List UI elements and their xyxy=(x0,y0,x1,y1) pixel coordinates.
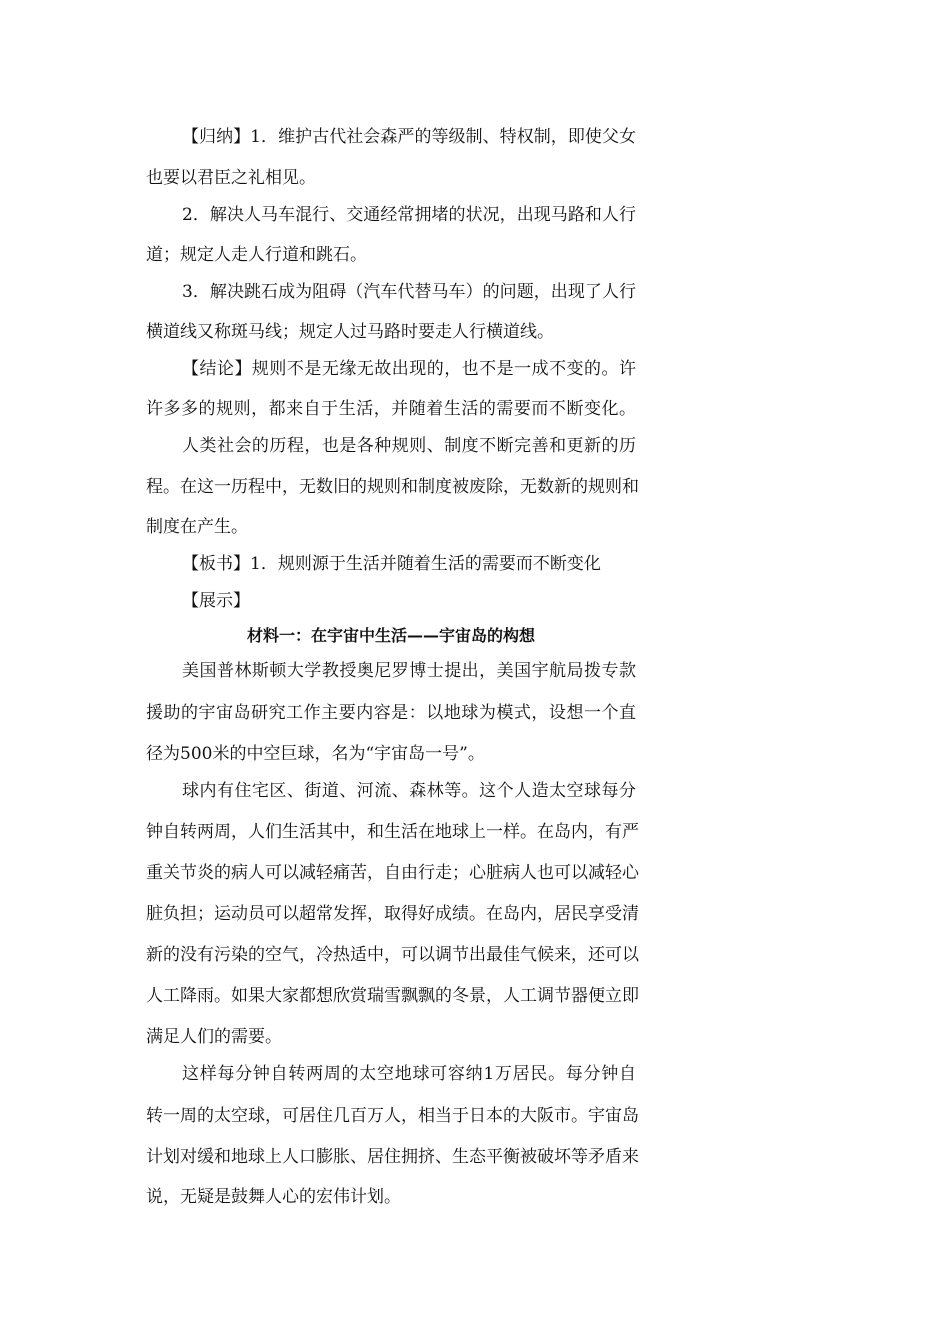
summary-point-1-cont: 也要以君臣之礼相见。 xyxy=(146,168,316,188)
material-paragraph-2-cont-3: 脏负担；运动员可以超常发挥，取得好成绩。在岛内，居民享受清 xyxy=(146,904,639,924)
conclusion-paragraph-cont: 许多多的规则，都来自于生活，并随着生活的需要而不断变化。 xyxy=(146,399,636,419)
summary-point-2-cont: 道；规定人走人行道和跳石。 xyxy=(146,245,367,265)
material-paragraph-1: 美国普林斯顿大学教授奥尼罗博士提出，美国宇航局拨专款 xyxy=(182,661,636,681)
board-notes: 【板书】1．规则源于生活并随着生活的需要而不断变化 xyxy=(182,554,601,574)
conclusion-paragraph: 【结论】规则不是无缘无故出现的，也不是一成不变的。许 xyxy=(182,359,636,379)
summary-point-3: 3．解决跳石成为阻碍（汽车代替马车）的问题，出现了人行 xyxy=(182,282,636,302)
material-paragraph-2-cont-5: 人工降雨。如果大家都想欣赏瑞雪飘飘的冬景，人工调节器便立即 xyxy=(146,986,639,1006)
summary-point-1: 【归纳】1．维护古代社会森严的等级制、特权制，即使父女 xyxy=(182,127,636,147)
material-paragraph-2-cont-4: 新的没有污染的空气，冷热适中，可以调节出最佳气候来，还可以 xyxy=(146,945,639,965)
material-paragraph-3-cont-3: 说，无疑是鼓舞人心的宏伟计划。 xyxy=(146,1187,401,1207)
history-paragraph-cont-2: 制度在产生。 xyxy=(146,517,248,537)
material-paragraph-2: 球内有住宅区、街道、河流、森林等。这个人造太空球每分 xyxy=(182,781,636,801)
summary-point-3-cont: 横道线又称斑马线；规定人过马路时要走人行横道线。 xyxy=(146,322,554,342)
material-paragraph-3-cont-1: 转一周的太空球，可居住几百万人，相当于日本的大阪市。宇宙岛 xyxy=(146,1106,639,1126)
material-paragraph-3-cont-2: 计划对缓和地球上人口膨胀、居住拥挤、生态平衡被破坏等矛盾来 xyxy=(146,1147,639,1167)
material-paragraph-3: 这样每分钟自转两周的太空地球可容纳1万居民。每分钟自 xyxy=(182,1064,636,1084)
material-title: 材料一：在宇宙中生活——宇宙岛的构想 xyxy=(246,626,535,645)
summary-point-2: 2．解决人马车混行、交通经常拥堵的状况，出现马路和人行 xyxy=(182,205,636,225)
history-paragraph-cont-1: 程。在这一历程中，无数旧的规则和制度被废除，无数新的规则和 xyxy=(146,477,639,497)
material-paragraph-2-cont-6: 满足人们的需要。 xyxy=(146,1027,282,1047)
display-heading: 【展示】 xyxy=(182,591,250,611)
material-paragraph-1-cont-2: 径为500米的中空巨球，名为“宇宙岛一号”。 xyxy=(146,744,485,764)
history-paragraph: 人类社会的历程，也是各种规则、制度不断完善和更新的历 xyxy=(182,436,636,456)
material-paragraph-2-cont-1: 钟自转两周，人们生活其中，和生活在地球上一样。在岛内，有严 xyxy=(146,822,639,842)
material-paragraph-1-cont-1: 援助的宇宙岛研究工作主要内容是：以地球为模式，设想一个直 xyxy=(146,703,636,723)
material-paragraph-2-cont-2: 重关节炎的病人可以减轻痛苦，自由行走；心脏病人也可以减轻心 xyxy=(146,863,639,883)
